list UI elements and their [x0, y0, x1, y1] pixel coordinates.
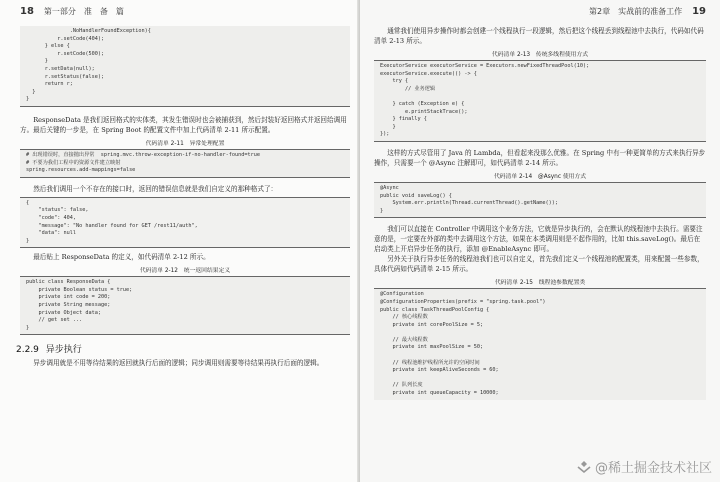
watermark	[576, 457, 712, 476]
code-block-exception-handler: .NoHandlerFoundException){ r.setCode(404); } else { r.setCode(500); } r.setData(null); r.setStatus(false); return r; } }	[20, 26, 350, 107]
right-page-header	[374, 0, 706, 22]
right-page	[360, 0, 720, 482]
watermark-text: @稀土掘金技术社区	[594, 461, 712, 476]
code-block-listing-2-12: public class ResponseData { private Boolean status = true; private int code = 200; private String message; private Object data; // get set ... }	[20, 276, 350, 335]
code-block-json-response: { "status": false, "code": 404, "message": "No handler found for GET /rest11/auth", "data": null }	[20, 197, 350, 249]
paragraph-custom-pool: 另外关于执行异步任务的线程池我们也可以自定义，首先我们定义一个线程池的配置类，用来配置一些参数，具体代码如代码清单 2-15 所示。	[374, 255, 704, 274]
right-page-number: 19	[692, 5, 706, 17]
code-block-listing-2-11: # 出现错误时，直接抛出异常 spring.mvc.throw-exception-if-no-handler-found=true # 不要为我们工程中的资源文件建立映射 spring.resources.add-mappings=false	[20, 149, 350, 178]
paragraph-responsedata-intro: ResponseData 是我们返回格式的实体类，其发生错误时也会被捕获到，然后封装好返回格式并返回给调用方。最后关键的一步是，在 Spring Boot 的配置文件中加上代码清单 2-11 所示配置。	[20, 115, 347, 134]
paragraph-responsedata-definition: 最后贴上 ResponseData 的定义，如代码清单 2-12 所示。	[33, 253, 210, 262]
right-page-running-title: 第2章 实战前的准备工作	[588, 6, 683, 16]
left-page-running-title: 第一部分 准 备 篇	[43, 6, 124, 16]
caption-listing-2-12: 代码清单 2-12 统一返回结果定义	[139, 268, 231, 275]
code-block-listing-2-14: @Async public void saveLog() { System.err.println(Thread.currentThread().getName()); }	[374, 182, 706, 218]
paragraph-controller-async: 我们可以直接在 Controller 中调用这个业务方法，它就是异步执行的，会在默认的线程池中去执行。需要注意的是，一定要在外部的类中去调用这个方法，如果在本类调用则是不起作用的，比如 this.saveLog()。最后在启动类上开启异步任务的执行，添加 @EnableAsync 即可。	[374, 225, 703, 254]
paragraph-lambda-async: 这样的方式尽管用了 Java 的 Lambda，但看起来没那么优雅。在 Spring 中有一种更简单的方式来执行异步操作，只需要一个 @Async 注解即可，如代码清单 2-14 所示。	[374, 148, 706, 167]
left-page-number: 18	[20, 5, 34, 17]
paragraph-thread-pool-intro: 通常我们使用异步操作时都会创建一个线程执行一段逻辑，然后把这个线程丢到线程池中去执行，代码如代码清单 2-13 所示。	[374, 27, 704, 45]
section-heading-async	[16, 342, 350, 355]
left-page-header	[20, 0, 350, 22]
section-title: 异步执行	[45, 345, 82, 356]
section-number: 2.2.9	[16, 345, 39, 356]
juejin-logo-icon	[576, 459, 592, 475]
code-block-listing-2-15: @Configuration @ConfigurationProperties(prefix = "spring.task.pool") public class TaskThreadPoolConfig { // 核心线程数 private int corePoolSize = 5; // 最大线程数 private int maxPoolSize = 50; // 线程池维护线程所允许的空闲时间 private int keepAliveSeconds = 60; // 队列长度 private int queueCapacity = 10000;	[374, 288, 706, 399]
code-block-listing-2-13: ExecutorService executorService = Executors.newFixedThreadPool(10); executorService.execute(() -> { try { // 业务逻辑 } catch (Exception e) { e.printStackTrace(); } finally { } });	[374, 60, 706, 142]
caption-listing-2-14: 代码清单 2-14 @Async 使用方式	[493, 173, 587, 180]
caption-listing-2-15: 代码清单 2-15 线程池参数配置类	[494, 280, 586, 287]
paragraph-custom-format: 然后我们调用一个不存在的接口时，返回的错误信息就是我们自定义的那种格式了：	[33, 184, 278, 193]
caption-listing-2-13: 代码清单 2-13 传统多线程使用方式	[491, 52, 589, 58]
caption-listing-2-11: 代码清单 2-11 异常处理配置	[145, 140, 225, 147]
paragraph-async-definition: 异步调用就是不用等待结果的返回就执行后面的逻辑；同步调用则需要等待结果再执行后面的逻辑。	[33, 359, 324, 368]
